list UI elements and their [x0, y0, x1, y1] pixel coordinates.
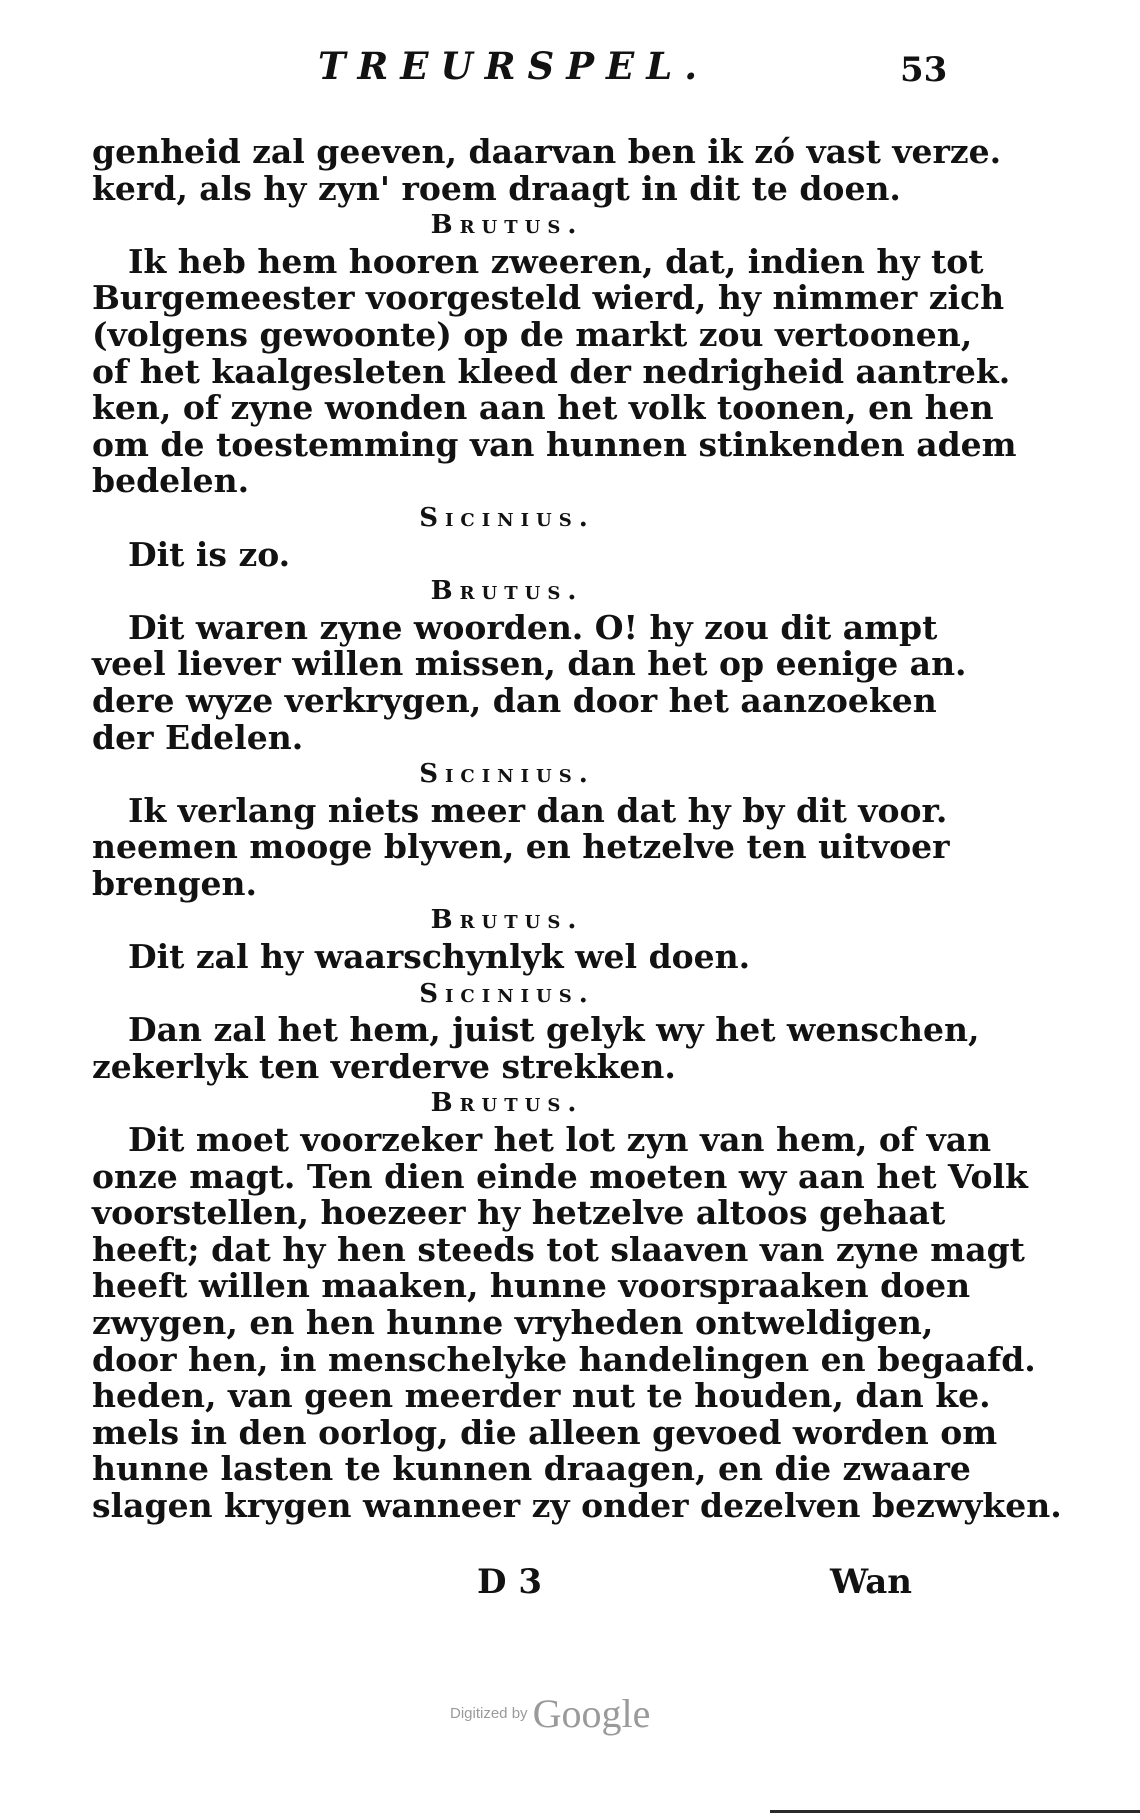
speaker-name: Brutus.: [430, 905, 584, 936]
speech-line: Ik heb hem hooren zweeren, dat, indien hy tot: [128, 241, 984, 281]
text-line: kerd, als hy zyn' roem draagt in dit te doen.: [92, 168, 901, 208]
speech-line: onze magt. Ten dien einde moeten wy aan het Volk: [92, 1156, 1028, 1196]
speech-line: of het kaalgesleten kleed der nedrigheid aantrek.: [92, 351, 1011, 391]
speech-line: veel liever willen missen, dan het op eenige an.: [92, 644, 967, 684]
speech-line: slagen krygen wanneer zy onder dezelven bezwyken.: [92, 1485, 1062, 1525]
speech-line: ken, of zyne wonden aan het volk toonen, en hen: [92, 388, 994, 428]
page-number: 53: [900, 50, 948, 90]
speech-line: brengen.: [92, 863, 257, 903]
speaker-name: Brutus.: [430, 1088, 584, 1119]
speech-line: mels in den oorlog, die alleen gevoed worden om: [92, 1412, 998, 1452]
speaker-name: Sicinius.: [419, 759, 595, 790]
speech-line: Ik verlang niets meer dan dat hy by dit voor.: [128, 790, 948, 830]
running-title: TREURSPEL.: [318, 44, 710, 88]
speech-line: om de toestemming van hunnen stinkenden adem: [92, 424, 1017, 464]
signature-mark: D 3: [477, 1562, 542, 1602]
speech-line: Dit moet voorzeker het lot zyn van hem, of van: [128, 1120, 992, 1160]
speech-line: Burgemeester voorgesteld wierd, hy nimmer zich: [92, 278, 1005, 318]
digitization-watermark: [450, 1690, 650, 1737]
speech-line: (volgens gewoonte) op de markt zou vertoonen,: [92, 314, 973, 354]
speech-line: Dit waren zyne woorden. O! hy zou dit ampt: [128, 607, 938, 647]
page-footer: [92, 1562, 922, 1602]
catchword: Wan: [830, 1562, 912, 1602]
speaker-name: Brutus.: [430, 576, 584, 607]
speech-line: heden, van geen meerder nut te houden, dan ke.: [92, 1376, 991, 1416]
speech-line: Dit is zo.: [128, 534, 291, 574]
speaker-name: Sicinius.: [419, 502, 595, 533]
speech-line: hunne lasten te kunnen draagen, en die zwaare: [92, 1449, 971, 1489]
speech-line: zwygen, en hen hunne vryheden ontweldigen,: [92, 1303, 934, 1342]
speech-line: heeft willen maaken, hunne voorspraaken doen: [92, 1266, 971, 1306]
page-edge-rule: [770, 1810, 1140, 1813]
speech-line: heeft; dat hy hen steeds tot slaaven van zyne magt: [92, 1229, 1025, 1269]
speech-line: Dit zal hy waarschynlyk wel doen.: [128, 937, 751, 977]
speech-line: der Edelen.: [92, 717, 304, 757]
speech-line: bedelen.: [92, 461, 250, 501]
speaker-name: Sicinius.: [419, 978, 595, 1009]
text-line: genheid zal geeven, daarvan ben ik zó vast verze.: [92, 132, 1002, 171]
speech-line: dere wyze verkrygen, dan door het aanzoeken: [92, 680, 937, 720]
speaker-name: Brutus.: [430, 210, 584, 241]
speech-line: zekerlyk ten verderve strekken.: [92, 1046, 676, 1086]
speech-line: Dan zal het hem, juist gelyk wy het wenschen,: [128, 1010, 980, 1050]
google-logo: Google: [532, 1691, 651, 1736]
speech-line: door hen, in menschelyke handelingen en begaafd.: [92, 1339, 1036, 1379]
speech-line: voorstellen, hoezeer hy hetzelve altoos gehaat: [92, 1193, 946, 1233]
page-body: [92, 132, 1062, 1525]
watermark-prefix: Digitized by: [450, 1705, 528, 1722]
speech-line: neemen mooge blyven, en hetzelve ten uitvoer: [92, 827, 950, 867]
